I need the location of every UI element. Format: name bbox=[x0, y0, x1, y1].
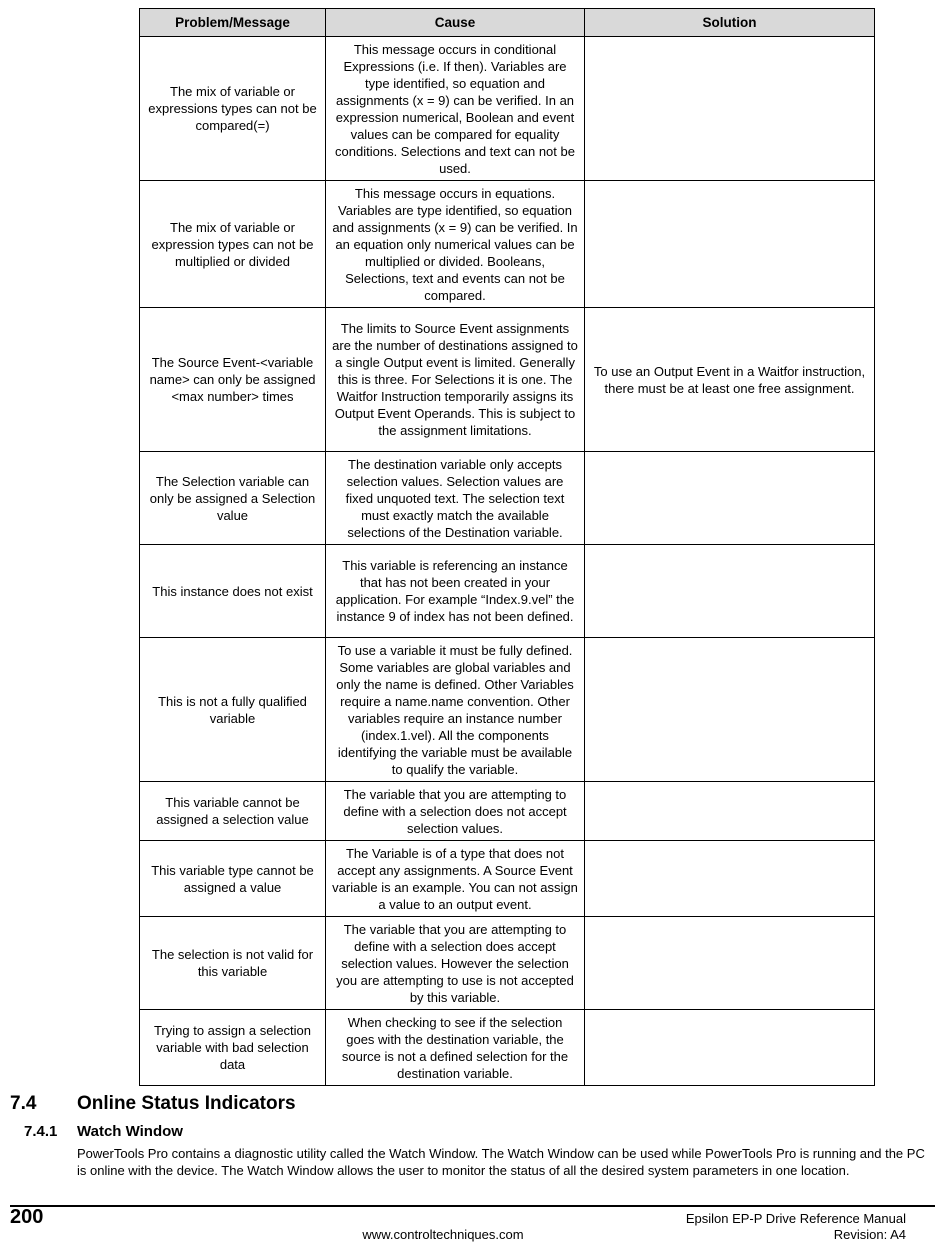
page-number: 200 bbox=[10, 1206, 44, 1228]
table-row bbox=[140, 181, 875, 308]
solution-cell bbox=[585, 452, 875, 545]
solution-cell bbox=[585, 638, 875, 782]
problem-cell: The mix of variable or expressions types can not be compared(=) bbox=[140, 37, 326, 181]
cause-cell: The destination variable only accepts selection values. Selection values are fixed unquoted text. The selection text must exactly match the available selections of the Destination variable. bbox=[326, 452, 585, 545]
table-row bbox=[140, 638, 875, 782]
solution-cell bbox=[585, 545, 875, 638]
troubleshooting-table bbox=[139, 8, 875, 1086]
problem-cell: This is not a fully qualified variable bbox=[140, 638, 326, 782]
table-row bbox=[140, 841, 875, 917]
problem-cell: This variable cannot be assigned a selection value bbox=[140, 782, 326, 841]
cause-cell: The limits to Source Event assignments are the number of destinations assigned to a single Output event is limited. Generally this is three. For Selections it is one. The Waitfor Instruction temporarily assigns its Output Event Operands. This is subject to the assignment limitations. bbox=[326, 308, 585, 452]
cause-cell: To use a variable it must be fully defined. Some variables are global variables and only the name is defined. Other Variables require a name.name convention. Other variables require an instance number (index.1.vel). All the components identifying the variable must be available to qualify the variable. bbox=[326, 638, 585, 782]
problem-cell: The Source Event-<variable name> can only be assigned <max number> times bbox=[140, 308, 326, 452]
table-header-row bbox=[140, 9, 875, 37]
header-cause: Cause bbox=[326, 9, 585, 37]
section-heading bbox=[10, 1093, 296, 1115]
solution-cell bbox=[585, 917, 875, 1010]
body-paragraph: PowerTools Pro contains a diagnostic utility called the Watch Window. The Watch Window can be used while PowerTools Pro is running and the PC is online with the device. The Watch Window allows the user to monitor the status of all the desired system parameters in one location. bbox=[77, 1146, 925, 1178]
table-row bbox=[140, 917, 875, 1010]
solution-cell bbox=[585, 37, 875, 181]
cause-cell: The Variable is of a type that does not accept any assignments. A Source Event variable is an example. You can not assign a value to an output event. bbox=[326, 841, 585, 917]
table-row bbox=[140, 37, 875, 181]
cause-cell: When checking to see if the selection goes with the destination variable, the source is not a defined selection for the destination variable. bbox=[326, 1010, 585, 1086]
problem-cell: The mix of variable or expression types can not be multiplied or divided bbox=[140, 181, 326, 308]
footer-divider bbox=[10, 1205, 935, 1207]
subsection-heading bbox=[24, 1123, 183, 1140]
subsection-number: 7.4.1 bbox=[24, 1123, 58, 1140]
cause-cell: The variable that you are attempting to define with a selection does not accept selection values. bbox=[326, 782, 585, 841]
subsection-title: Watch Window bbox=[77, 1123, 183, 1140]
revision: Revision: A4 bbox=[833, 1227, 906, 1242]
cause-cell: This message occurs in equations. Variables are type identified, so equation and assignments (x = 9) can be verified. In an equation only numerical values can be multiplied or divided. Booleans, Selections, text and events can not be compared. bbox=[326, 181, 585, 308]
website: www.controltechniques.com bbox=[362, 1227, 524, 1242]
table-row bbox=[140, 452, 875, 545]
solution-cell: To use an Output Event in a Waitfor instruction, there must be at least one free assignment. bbox=[585, 308, 875, 452]
section-number: 7.4 bbox=[10, 1093, 37, 1114]
cause-cell: The variable that you are attempting to define with a selection does accept selection values. However the selection you are attempting to use is not accepted by this variable. bbox=[326, 917, 585, 1010]
cause-cell: This message occurs in conditional Expressions (i.e. If then). Variables are type identified, so equation and assignments (x = 9) can be verified. In an expression numerical, Boolean and event values can be compared for equality conditions. Selections and text can not be used. bbox=[326, 37, 585, 181]
table-row bbox=[140, 308, 875, 452]
table-row bbox=[140, 545, 875, 638]
solution-cell bbox=[585, 841, 875, 917]
solution-cell bbox=[585, 181, 875, 308]
header-solution: Solution bbox=[585, 9, 875, 37]
solution-cell bbox=[585, 1010, 875, 1086]
header-problem: Problem/Message bbox=[140, 9, 326, 37]
table-row bbox=[140, 1010, 875, 1086]
problem-cell: The Selection variable can only be assigned a Selection value bbox=[140, 452, 326, 545]
problem-cell: The selection is not valid for this variable bbox=[140, 917, 326, 1010]
solution-cell bbox=[585, 782, 875, 841]
cause-cell: This variable is referencing an instance that has not been created in your application. For example “Index.9.vel” the instance 9 of index has not been defined. bbox=[326, 545, 585, 638]
table-row bbox=[140, 782, 875, 841]
manual-title: Epsilon EP-P Drive Reference Manual bbox=[685, 1211, 906, 1226]
problem-cell: Trying to assign a selection variable with bad selection data bbox=[140, 1010, 326, 1086]
problem-cell: This instance does not exist bbox=[140, 545, 326, 638]
section-title: Online Status Indicators bbox=[77, 1093, 296, 1114]
problem-cell: This variable type cannot be assigned a value bbox=[140, 841, 326, 917]
